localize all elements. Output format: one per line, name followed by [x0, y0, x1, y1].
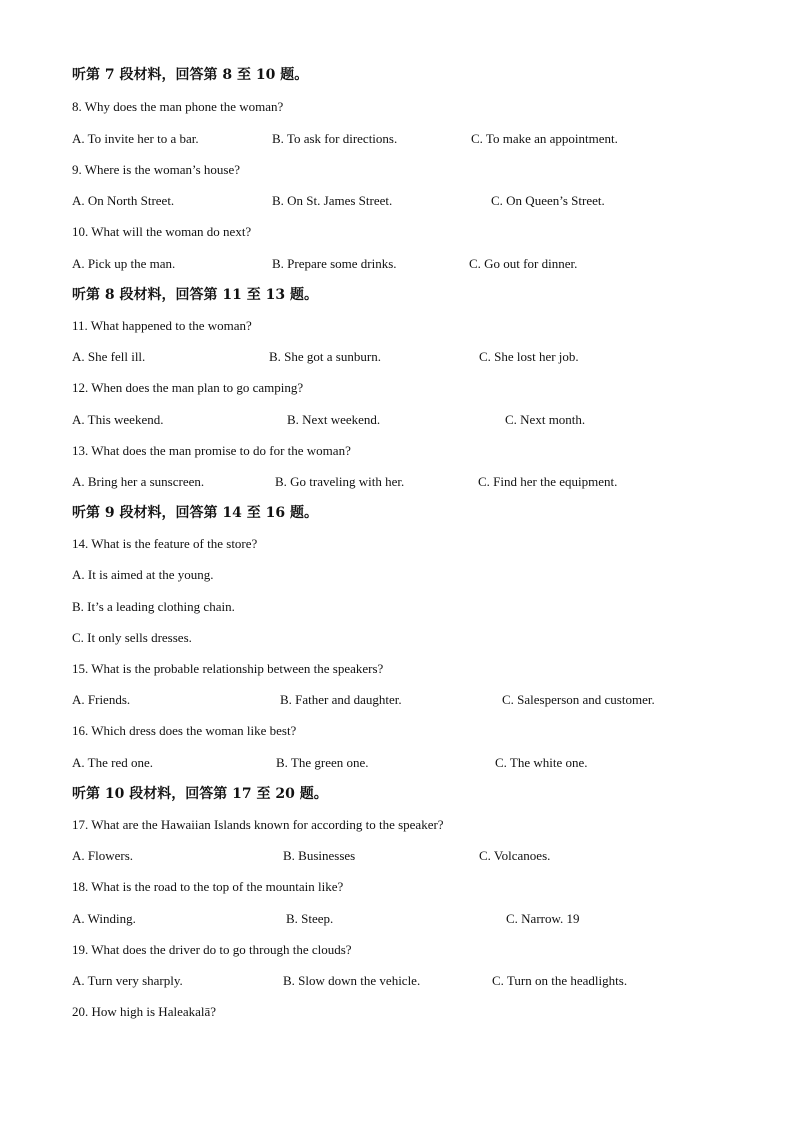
q13-option-a: A. Bring her a sunscreen. — [72, 474, 205, 489]
q16-option-c: C. The white one. — [495, 755, 588, 770]
q17-option-a: A. Flowers. — [72, 848, 134, 863]
q10-option-a: A. Pick up the man. — [72, 256, 176, 271]
section-heading-9: 听第 9 段材料，回答第 14 至 16 题。 — [72, 505, 318, 521]
q8-option-b: B. To ask for directions. — [272, 131, 398, 146]
q15-option-c: C. Salesperson and customer. — [502, 692, 655, 707]
q11-option-a: A. She fell ill. — [72, 349, 146, 364]
question-19: 19. What does the driver do to go through the clouds? — [72, 942, 352, 957]
q18-option-c: C. Narrow. 19 — [506, 911, 580, 926]
q13-option-b: B. Go traveling with her. — [275, 474, 405, 489]
q15-option-a: A. Friends. — [72, 692, 131, 707]
q15-option-b: B. Father and daughter. — [280, 692, 402, 707]
q18-option-b: B. Steep. — [286, 911, 334, 926]
q12-option-c: C. Next month. — [505, 412, 586, 427]
q10-option-b: B. Prepare some drinks. — [272, 256, 397, 271]
question-13: 13. What does the man promise to do for the woman? — [72, 443, 351, 458]
q17-option-b: B. Businesses — [283, 848, 356, 863]
q8-option-a: A. To invite her to a bar. — [72, 131, 199, 146]
q19-option-a: A. Turn very sharply. — [72, 973, 183, 988]
question-9: 9. Where is the woman’s house? — [72, 162, 240, 177]
q16-option-b: B. The green one. — [276, 755, 369, 770]
question-10: 10. What will the woman do next? — [72, 224, 252, 239]
q11-option-b: B. She got a sunburn. — [269, 349, 381, 364]
section-heading-8: 听第 8 段材料，回答第 11 至 13 题。 — [72, 287, 318, 303]
section-heading-10: 听第 10 段材料，回答第 17 至 20 题。 — [72, 786, 328, 802]
section-heading-7: 听第 7 段材料，回答第 8 至 10 题。 — [72, 67, 309, 83]
q18-option-a: A. Winding. — [72, 911, 136, 926]
q19-option-c: C. Turn on the headlights. — [492, 973, 628, 988]
q11-option-c: C. She lost her job. — [479, 349, 579, 364]
q16-option-a: A. The red one. — [72, 755, 153, 770]
question-18: 18. What is the road to the top of the mountain like? — [72, 879, 344, 894]
q17-option-c: C. Volcanoes. — [479, 848, 551, 863]
question-12: 12. When does the man plan to go camping? — [72, 380, 304, 395]
question-15: 15. What is the probable relationship between the speakers? — [72, 661, 384, 676]
question-16: 16. Which dress does the woman like best? — [72, 723, 297, 738]
q10-option-c: C. Go out for dinner. — [469, 256, 578, 271]
q12-option-b: B. Next weekend. — [287, 412, 381, 427]
question-11: 11. What happened to the woman? — [72, 318, 252, 333]
q14-option-a: A. It is aimed at the young. — [72, 567, 214, 582]
question-8: 8. Why does the man phone the woman? — [72, 99, 284, 114]
q13-option-c: C. Find her the equipment. — [478, 474, 618, 489]
q12-option-a: A. This weekend. — [72, 412, 164, 427]
question-20: 20. How high is Haleakalā? — [72, 1004, 217, 1019]
q14-option-c: C. It only sells dresses. — [72, 630, 192, 645]
q9-option-b: B. On St. James Street. — [272, 193, 393, 208]
q9-option-a: A. On North Street. — [72, 193, 175, 208]
q14-option-b: B. It’s a leading clothing chain. — [72, 599, 235, 614]
q9-option-c: C. On Queen’s Street. — [491, 193, 605, 208]
question-17: 17. What are the Hawaiian Islands known for according to the speaker? — [72, 817, 444, 832]
q8-option-c: C. To make an appointment. — [471, 131, 618, 146]
question-14: 14. What is the feature of the store? — [72, 536, 258, 551]
q19-option-b: B. Slow down the vehicle. — [283, 973, 421, 988]
